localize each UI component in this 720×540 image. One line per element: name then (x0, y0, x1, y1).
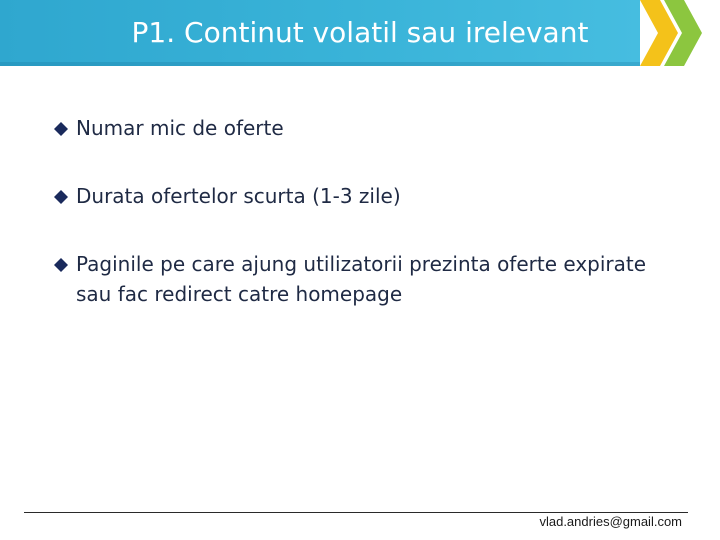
bullet-item (54, 113, 674, 143)
bullet-list (54, 113, 674, 347)
diamond-bullet-icon (54, 190, 68, 204)
bullet-item (54, 181, 674, 211)
diamond-bullet-icon (54, 122, 68, 136)
footer-divider (24, 512, 688, 513)
diamond-bullet-icon (54, 258, 68, 272)
bullet-text: Numar mic de oferte (76, 116, 284, 140)
footer-email: vlad.andries@gmail.com (539, 514, 682, 529)
bullet-item (54, 249, 674, 309)
bullet-text: Durata ofertelor scurta (1-3 zile) (76, 184, 401, 208)
bullet-text: Paginile pe care ajung utilizatorii prezinta oferte expirate sau fac redirect catre homepage (76, 252, 647, 306)
slide-title: P1. Continut volatil sau irelevant (131, 16, 589, 49)
